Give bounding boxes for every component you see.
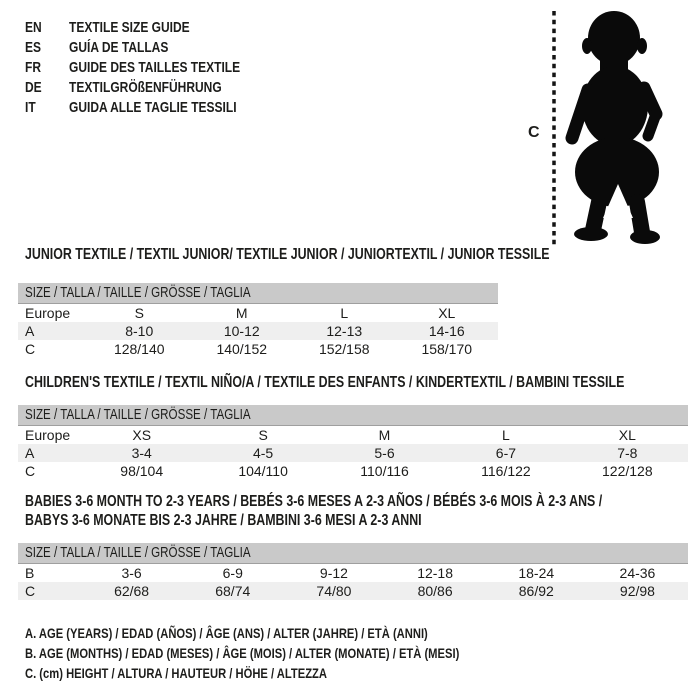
table-cell: 12-18 <box>417 565 453 581</box>
language-label <box>69 98 278 118</box>
footnotes <box>25 623 568 683</box>
language-label-text: GUIDE DES TAILLES TEXTILE <box>69 59 241 76</box>
language-row-es <box>25 38 283 58</box>
table-cell: 7-8 <box>617 445 638 461</box>
section-title-text: BABIES 3-6 MONTH TO 2-3 YEARS / BEBÉS 3-6 MESES A 2-3 AÑOS / BÉBÉS 3-6 MOIS À 2-3 ANS / <box>25 493 603 510</box>
size-table-header <box>18 405 688 426</box>
language-row-de <box>25 78 283 98</box>
row-label: Europe <box>25 305 71 321</box>
language-code-text: DE <box>25 79 42 96</box>
toddler-silhouette-icon <box>555 0 700 250</box>
footnote-b <box>25 643 568 663</box>
table-cell: 92/98 <box>619 583 655 599</box>
table-cell: 152/158 <box>318 341 370 357</box>
language-label-text: TEXTILE SIZE GUIDE <box>69 19 190 36</box>
language-code-text: EN <box>25 19 42 36</box>
table-row-europe <box>18 304 498 322</box>
table-cell: 80/86 <box>417 583 453 599</box>
row-label: C <box>25 341 36 357</box>
size-table-header <box>18 543 688 564</box>
table-cell: 5-6 <box>374 445 395 461</box>
size-table-children <box>18 405 688 480</box>
table-cell: 116/122 <box>481 463 531 479</box>
row-label: B <box>25 565 35 581</box>
table-row-europe <box>18 426 688 444</box>
table-cell: 14-16 <box>428 323 465 339</box>
language-code-text: FR <box>25 59 41 76</box>
language-label <box>69 58 283 78</box>
size-table-babies <box>18 543 688 600</box>
table-cell: M <box>378 427 391 443</box>
section-title-line <box>25 492 688 511</box>
table-cell: 158/170 <box>421 341 473 357</box>
language-code <box>25 18 69 38</box>
size-table-rows <box>18 426 688 480</box>
section-title-text: BABYS 3-6 MONATE BIS 2-3 JAHRE / BAMBINI 3-6 MESI A 2-3 ANNI <box>25 512 422 529</box>
table-cell: S <box>258 427 268 443</box>
language-row-it <box>25 98 283 118</box>
table-cell: L <box>340 305 349 321</box>
table-cell: 4-5 <box>252 445 274 461</box>
table-cell: XS <box>132 427 152 443</box>
size-table-rows <box>18 564 688 600</box>
language-label <box>69 18 220 38</box>
height-measure-label: C <box>528 124 540 141</box>
language-code <box>25 58 69 78</box>
footnote-text: A. AGE (YEARS) / EDAD (AÑOS) / ÂGE (ANS) / ALTER (JAHRE) / ETÀ (ANNI) <box>25 625 428 641</box>
table-cell: 98/104 <box>120 463 164 479</box>
footnote-c <box>25 663 568 683</box>
language-label <box>69 38 193 58</box>
language-label <box>69 78 260 98</box>
table-cell: XL <box>438 305 456 321</box>
language-code <box>25 38 69 58</box>
language-label-text: GUIDA ALLE TAGLIE TESSILI <box>69 99 237 116</box>
table-cell: 128/140 <box>113 341 165 357</box>
table-cell: L <box>502 427 510 443</box>
language-row-fr <box>25 58 283 78</box>
size-sections <box>18 245 688 600</box>
table-cell: 3-4 <box>131 445 152 461</box>
table-row-c <box>18 340 498 358</box>
row-label: A <box>25 445 35 461</box>
language-list <box>25 18 283 118</box>
row-label: A <box>25 323 35 339</box>
size-table-header-text: SIZE / TALLA / TAILLE / GRÖSSE / TAGLIA <box>25 545 251 561</box>
language-row-en <box>25 18 283 38</box>
size-table-junior <box>18 283 498 358</box>
table-cell: 62/68 <box>114 583 150 599</box>
table-cell: 9-12 <box>319 565 348 581</box>
section-title-line <box>25 511 688 530</box>
size-table-rows <box>18 304 498 358</box>
language-code-text: ES <box>25 39 42 56</box>
table-cell: 18-24 <box>518 565 555 581</box>
language-label-text: GUÍA DE TALLAS <box>69 39 169 56</box>
table-cell: 12-13 <box>326 323 363 339</box>
section-children <box>18 373 688 480</box>
table-cell: 24-36 <box>619 565 656 581</box>
table-row-c <box>18 582 688 600</box>
table-cell: XL <box>618 427 636 443</box>
table-cell: 6-7 <box>495 445 517 461</box>
section-babies <box>18 492 688 600</box>
table-cell: 74/80 <box>316 583 352 599</box>
row-label: Europe <box>25 427 71 443</box>
section-title <box>25 373 688 392</box>
table-row-b <box>18 564 688 582</box>
section-title-text: CHILDREN'S TEXTILE / TEXTIL NIÑO/A / TEXTILE DES ENFANTS / KINDERTEXTIL / BAMBINI TESSILE <box>25 374 625 391</box>
table-cell: 10-12 <box>223 323 260 339</box>
table-cell: 6-9 <box>222 565 243 581</box>
section-title-line <box>25 373 688 392</box>
language-code <box>25 78 69 98</box>
table-cell: 86/92 <box>518 583 554 599</box>
table-cell: 122/128 <box>602 463 653 479</box>
language-label-text: TEXTILGRÖßENFÜHRUNG <box>69 79 222 96</box>
section-title-text: JUNIOR TEXTILE / TEXTIL JUNIOR/ TEXTILE JUNIOR / JUNIORTEXTIL / JUNIOR TESSILE <box>25 246 550 263</box>
section-title <box>25 492 688 530</box>
table-cell: 140/152 <box>216 341 268 357</box>
table-cell: S <box>134 305 144 321</box>
footnote-a <box>25 623 568 643</box>
table-cell: M <box>235 305 248 321</box>
table-row-c <box>18 462 688 480</box>
footnote-text: C. (cm) HEIGHT / ALTURA / HAUTEUR / HÖHE / ALTEZZA <box>25 665 327 681</box>
size-table-header-text: SIZE / TALLA / TAILLE / GRÖSSE / TAGLIA <box>25 285 251 301</box>
footnote-text: B. AGE (MONTHS) / EDAD (MESES) / ÂGE (MOIS) / ALTER (MONATE) / ETÀ (MESI) <box>25 645 460 661</box>
row-label: C <box>25 583 36 599</box>
table-cell: 3-6 <box>121 565 142 581</box>
section-title <box>25 245 688 264</box>
section-title-line <box>25 245 688 264</box>
table-cell: 110/116 <box>360 463 409 479</box>
table-cell: 104/110 <box>238 463 288 479</box>
language-code <box>25 98 69 118</box>
table-row-a <box>18 322 498 340</box>
size-table-header <box>18 283 498 304</box>
size-table-header-text: SIZE / TALLA / TAILLE / GRÖSSE / TAGLIA <box>25 407 251 423</box>
section-junior <box>18 245 688 358</box>
row-label: C <box>25 463 36 479</box>
table-cell: 68/74 <box>215 583 251 599</box>
table-row-a <box>18 444 688 462</box>
language-code-text: IT <box>25 99 36 116</box>
table-cell: 8-10 <box>125 323 154 339</box>
